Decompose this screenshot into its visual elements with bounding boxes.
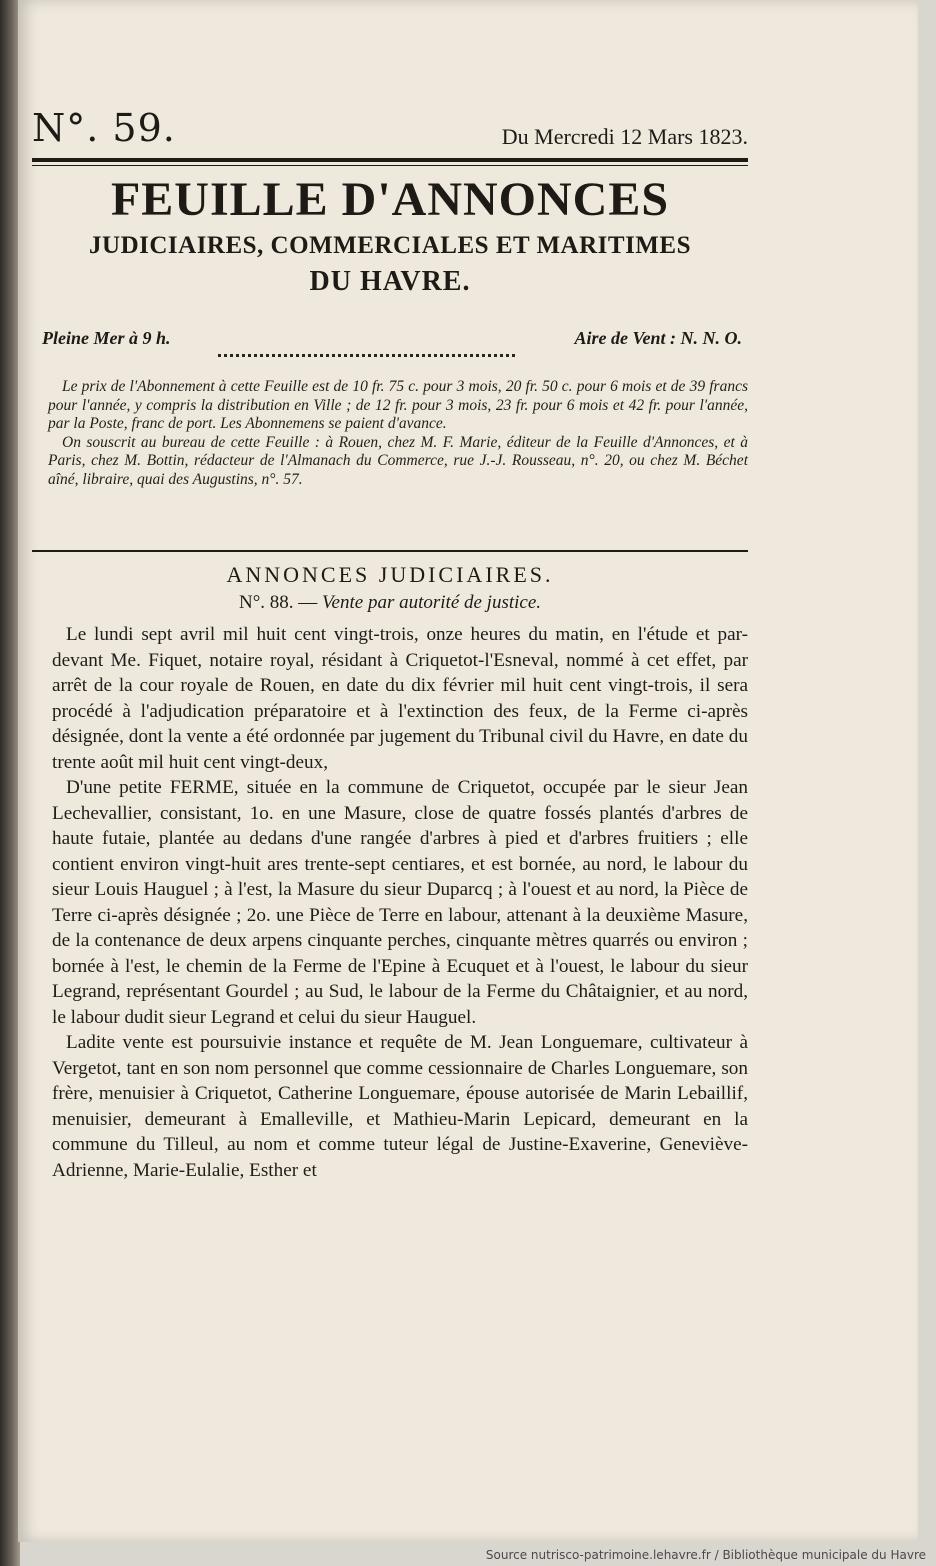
tide-info xyxy=(42,328,742,349)
subscription-prices: Le prix de l'Abonnement à cette Feuille est de 10 fr. 75 c. pour 3 mois, 20 fr. 50 c. pour 6 mois et de 39 francs pour l'année, y compris la distribution en Ville ; de 12 fr. pour 3 mois, 23 fr. pour 6 mois et 42 fr. pour l'année, par la Poste, franc de port. Les Abonnemens se paient d'avance. xyxy=(48,378,748,432)
section-heading: ANNONCES JUDICIAIRES. xyxy=(226,562,554,587)
header-rule-thick xyxy=(32,158,748,162)
announcement-body xyxy=(52,622,748,1183)
high-water: Pleine Mer à 9 h. xyxy=(42,328,171,348)
article-paragraph: Le lundi sept avril mil huit cent vingt-trois, onze heures du matin, en l'étude et par-devant Me. Fiquet, notaire royal, résidant à Criquetot-l'Esneval, nommé à cet effet, par arrêt de la cour royale de Rouen, en date du dix février mil huit cent vingt-trois, il sera procédé à l'adjudication préparatoire et à l'extinction des feux, de la Ferme ci-après désignée, dont la vente a été ordonnée par jugement du Tribunal civil du Havre, en date du trente août mil huit cent vingt-deux, xyxy=(52,624,748,773)
issue-number: N°. 59. xyxy=(32,106,176,150)
masthead-subtitle: JUDICIAIRES, COMMERCIALES ET MARITIMES xyxy=(89,232,691,259)
announcement-heading xyxy=(32,592,748,614)
issue-date: Du Mercredi 12 Mars 1823. xyxy=(501,124,748,149)
source-credit: Source nutrisco-patrimoine.lehavre.fr / Bibliothèque municipale du Havre xyxy=(485,1548,926,1562)
newspaper-page xyxy=(18,0,918,1542)
header-rule-thin xyxy=(32,165,748,166)
announcement-number: N°. 88. — xyxy=(238,592,318,613)
masthead-title: FEUILLE D'ANNONCES xyxy=(110,173,670,226)
book-spine xyxy=(0,0,20,1566)
masthead-place: DU HAVRE. xyxy=(309,266,471,297)
subscription-offices: On souscrit au bureau de cette Feuille : à Rouen, chez M. F. Marie, éditeur de la Feuille d'Annonces, et à Paris, chez M. Bottin, rédacteur de l'Almanach du Commerce, rue J.-J. Rousseau, n°. 20, ou chez M. Béchet aîné, libraire, quai des Augustins, n°. 57. xyxy=(48,433,748,488)
article-paragraph: D'une petite FERME, située en la commune de Criquetot, occupée par le sieur Jean Lechevallier, consistant, 1o. en une Masure, close de quatre fossés plantés d'arbres de haute futaie, plantée au dedans d'une rangée d'arbres à pied et d'arbres fruitiers ; elle contient environ vingt-huit ares trente-sept centiares, et est bornée, au nord, le labour du sieur Louis Hauguel ; à l'est, la Masure du sieur Duparcq ; à l'ouest et au nord, la Pièce de Terre ci-après désignée ; 2o. une Pièce de Terre en labour, attenant à la deuxième Masure, de la contenance de deux arpens cinquante perches, cinquante mètres quarrés ou environ ; bornée à l'est, le chemin de la Ferme de l'Epine à Ecuquet et à l'ouest, le labour du sieur Legrand, représentant Gourdel ; au Sud, le labour de la Ferme du Châtaignier, et au nord, le labour dudit sieur Legrand et celui du sieur Hauguel. xyxy=(52,777,748,1028)
ornamental-divider xyxy=(218,354,518,357)
issue-header xyxy=(32,106,748,150)
announcement-title: Vente par autorité de justice. xyxy=(322,592,542,613)
subscription-notice xyxy=(48,378,748,489)
article-paragraph: Ladite vente est poursuivie instance et requête de M. Jean Longuemare, cultivateur à Vergetot, tant en son nom personnel que comme cessionnaire de Charles Longuemare, son frère, menuisier à Criquetot, Catherine Longuemare, épouse autorisée de Marin Lebaillif, menuisier, demeurant à Emalleville, et Mathieu-Marin Lepicard, demeurant en la commune du Tilleul, au nom et comme tuteur légal de Justine-Exaverine, Geneviève-Adrienne, Marie-Eulalie, Esther et xyxy=(52,1032,748,1181)
section-rule xyxy=(32,550,748,552)
wind-direction: Aire de Vent : N. N. O. xyxy=(574,328,742,348)
